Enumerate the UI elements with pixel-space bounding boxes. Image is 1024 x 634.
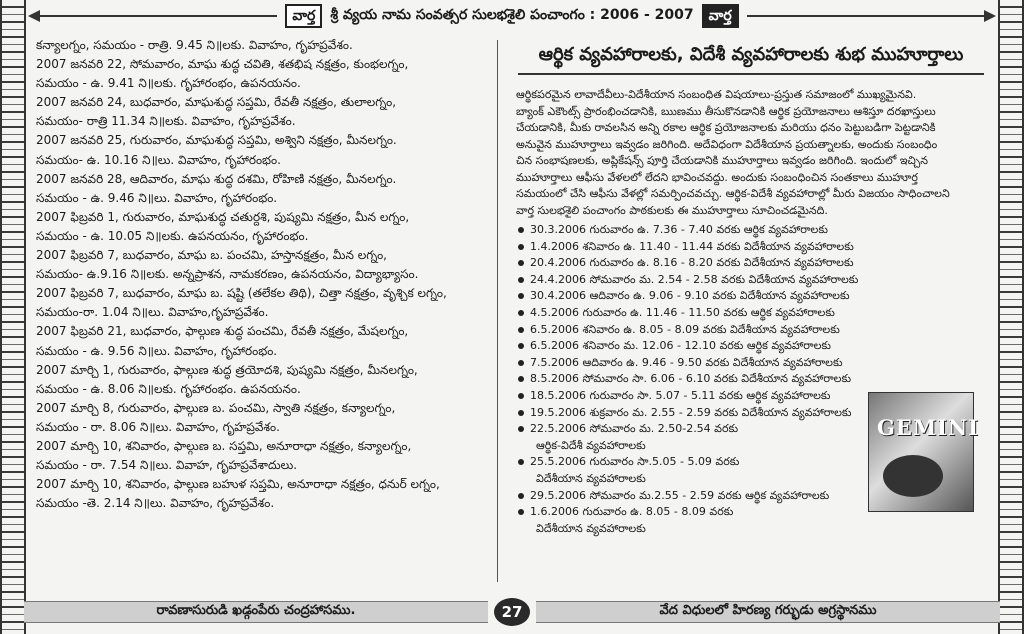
footer-right-caption: వేద విధులలో హిరణ్య గర్భుడు అగ్రస్థానము xyxy=(536,601,1000,623)
header-title: శ్రీ వ్యయ నామ సంవత్సర సులభశైలి పంచాంగం : 2006 - 2007 xyxy=(330,6,694,23)
muhurta-line: 2007 మార్చి 10, శనివారం, ఫాల్గుణ బ. సప్తమి, అనూరాధా నక్షత్రం, కన్యాలగ్నం, xyxy=(36,438,412,453)
muhurta-entry xyxy=(518,371,990,388)
page-header xyxy=(30,2,994,30)
intro-line: బ్యాంక్ ఎకౌంట్స్ ప్రారంభించడానికి, ఋణము తీసుకొనడానికి ఆర్థిక ప్రయోజనాలు ఆశిస్తూ దరఖాస్తులు xyxy=(516,104,936,118)
product-brand: GEMINI xyxy=(877,415,980,440)
muhurta-line: సమయం-రా. 1.04 ని॥లు. వివాహం,గృహప్రవేశం. xyxy=(36,305,269,320)
article-headline: ఆర్థిక వ్యవహారాలకు, విదేశీ వ్యవహారాలకు శుభ ముహూర్తాలు xyxy=(518,44,984,75)
intro-line: సమయంలో చేసి ఆఫీసు వేళల్లో సమర్పించవచ్చు. ఆర్థిక-విదేశీ వ్యవహారాల్లో మీరు విజయం సాధించాలని xyxy=(516,187,950,200)
muhurta-entry-text: 6.5.2006 శనివారం మ. 12.06 - 12.10 వరకు ఆర్థిక వ్యవహారాలకు xyxy=(530,339,831,353)
gemini-tea-product-image xyxy=(868,392,980,512)
muhurta-entry xyxy=(518,521,990,538)
muhurta-line: సమయం- ఉ. 10.16 ని॥లు. వివాహం, గృహారంభం. xyxy=(36,152,281,167)
muhurta-line: కన్యాలగ్నం, సమయం - రాత్రి. 9.45 ని॥లకు. వివాహం, గృహప్రవేశం. xyxy=(36,38,353,52)
bullet-icon xyxy=(518,493,524,499)
muhurta-line: సమయం- ఉ.9.16 ని॥లకు. అన్నప్రాశన, నామకరణం, ఉపనయనం, విద్యాభ్యాసం. xyxy=(36,267,419,282)
page-footer xyxy=(24,596,1000,628)
muhurta-entry xyxy=(518,255,990,272)
muhurta-entry-text: 1.6.2006 గురువారం ఉ. 8.05 - 8.09 వరకు xyxy=(530,505,734,519)
muhurta-line: 2007 ఫిబ్రవరి 7, బుధవారం, మాఘ బ. షష్టి (తలేకల తిథి), చిత్తా నక్షత్రం, వృశ్చిక లగ్నం, xyxy=(36,286,447,301)
bullet-icon xyxy=(518,459,524,465)
muhurta-line: 2007 ఫిబ్రవరి 7, బుధవారం, మాఘ బ. పంచమి, హస్తానక్షత్రం, మీన లగ్నం, xyxy=(36,248,387,263)
intro-line: చిన సంభాషణలకు, అప్లికేషన్స్ పూర్తి చేయడానికి ముహూర్తాలు ఇవ్వడం జరిగింది. ఇందులో ఇచ్చిన xyxy=(516,154,928,167)
bullet-icon xyxy=(518,426,524,432)
muhurta-entry-text: 30.4.2006 ఆదివారం ఉ. 9.06 - 9.10 వరకు విదేశీయాన వ్యవహారాలకు xyxy=(530,289,850,303)
left-border-ornament xyxy=(0,0,26,634)
muhurta-entry-text: 25.5.2006 గురువారం సా.5.05 - 5.09 వరకు xyxy=(530,455,740,469)
intro-line: అనువైన ముహూర్తాలు ఇవ్వడం జరిగింది. అదేవిధంగా విదేశీయాన ప్రయత్నాలకు, అందుకు సంబంధిం xyxy=(516,137,938,151)
bullet-icon xyxy=(518,376,524,382)
article-intro xyxy=(512,87,990,219)
muhurta-line: సమయం - రా. 8.06 ని॥లు. వివాహం, గృహప్రవేశం. xyxy=(36,419,280,434)
bullet-icon xyxy=(518,293,524,299)
bullet-icon xyxy=(518,244,524,250)
muhurta-line: సమయం - రా. 7.54 ని॥లు. వివాహ, గృహప్రవేశాదులు. xyxy=(36,458,298,473)
muhurta-line: సమయం- రాత్రి 11.34 ని॥లకు. వివాహం, గృహప్రవేశం. xyxy=(36,114,296,129)
muhurta-line: 2007 జనవరి 28, ఆదివారం, మాఘ శుద్ధ దశమి, రోహిణి నక్షత్రం, మీనలగ్నం. xyxy=(36,171,397,186)
muhurta-entry xyxy=(518,239,990,256)
muhurta-entry-text: 19.5.2006 శుక్రవారం మ. 2.55 - 2.59 వరకు విదేశీయాన వ్యవహారాలకు xyxy=(530,405,852,419)
muhurta-entry-text: 22.5.2006 సోమవారం మ. 2.50-2.54 వరకు xyxy=(530,422,739,436)
product-emblem xyxy=(883,455,943,497)
muhurta-entry-text: 18.5.2006 గురువారం సా. 5.07 - 5.11 వరకు ఆర్థిక వ్యవహారాలకు xyxy=(530,388,831,402)
muhurta-entry-text: 4.5.2006 గురువారం ఉ. 11.46 - 11.50 వరకు ఆర్థిక వ్యవహారాలకు xyxy=(530,305,835,319)
left-column-muhurtas xyxy=(36,36,486,586)
bullet-icon xyxy=(518,360,524,366)
intro-line: ఆర్థికపరమైన లావాదేవీలు-విదేశీయాన సంబంధిత విషయాలు-ప్రస్తుత సమాజంలో ముఖ్యమైనవి. xyxy=(516,88,917,101)
muhurta-line: 2007 ఫిబ్రవరి 21, బుధవారం, ఫాల్గుణ శుద్ధ పంచమి, రేవతీ నక్షత్రం, మేషలగ్నం, xyxy=(36,324,409,339)
muhurta-entry xyxy=(518,288,990,305)
muhurta-line: సమయం - ఉ. 8.06 ని॥లకు. గృహారంభం. ఉపనయనం. xyxy=(36,381,301,396)
header-arrow-right xyxy=(747,15,994,17)
intro-line: ముహూర్తాలు ఆఫీసు వేళలలో లేదని భావించవద్దు. అందుకు సంబంధించిన సంతకాలు ముహూర్త xyxy=(516,170,918,184)
muhurta-entry-text: 6.5.2006 శనివారం ఉ. 8.05 - 8.09 వరకు విదేశీయాన వ్యవహారాలకు xyxy=(530,322,840,336)
muhurta-entry-text: విదేశీయాన వ్యవహారాలకు xyxy=(536,521,646,535)
vaartha-logo-right: వార్త xyxy=(702,4,739,28)
header-arrow-left xyxy=(30,15,277,17)
muhurta-line: 2007 మార్చి 8, గురువారం, ఫాల్గుణ బ. పంచమి, స్వాతి నక్షత్రం, కన్యాలగ్నం, xyxy=(36,400,396,415)
muhurta-line: 2007 జనవరి 24, బుధవారం, మాఘశుద్ధ సప్తమి, రేవతీ నక్షత్రం, తులాలగ్నం, xyxy=(36,95,397,110)
muhurta-line: 2007 మార్చి 10, శనివారం, ఫాల్గుణ బహుళ సప్తమి, అనూరాధా నక్షత్రం, ధనుర్ లగ్నం, xyxy=(36,477,440,492)
muhurta-entry xyxy=(518,272,990,289)
intro-line: వార్త సులభశైలి పంచాంగం పాఠకులకు ఈ ముహూర్తాలు సూచించడమైనది. xyxy=(516,203,828,217)
muhurta-entry xyxy=(518,338,990,355)
bullet-icon xyxy=(518,227,524,233)
muhurta-line: 2007 ఫిబ్రవరి 1, గురువారం, మాఘశుద్ధ చతుర్దశి, పుష్యమి నక్షత్రం, మీన లగ్నం, xyxy=(36,209,410,224)
muhurta-entry xyxy=(518,322,990,339)
page-number: 27 xyxy=(494,598,530,626)
muhurta-line: సమయం - ఉ. 9.56 ని॥లు. వివాహం, గృహారంభం. xyxy=(36,343,278,358)
muhurta-line: సమయం - ఉ. 9.46 ని॥లు. వివాహం, గృహారంభం. xyxy=(36,190,278,205)
muhurta-entry xyxy=(518,305,990,322)
column-divider xyxy=(497,40,498,582)
muhurta-entry-text: 29.5.2006 సోమవారం మ.2.55 - 2.59 వరకు ఆర్థిక వ్యవహారాలకు xyxy=(530,488,830,502)
bullet-icon xyxy=(518,393,524,399)
bullet-icon xyxy=(518,343,524,349)
bullet-icon xyxy=(518,410,524,416)
muhurta-entry-text: 20.4.2006 గురువారం ఉ. 8.16 - 8.20 వరకు విదేశీయాన వ్యవహారాలకు xyxy=(530,256,854,270)
muhurta-line: 2007 జనవరి 22, సోమవారం, మాఘ శుద్ధ చవితి, శతభిష నక్షత్రం, కుంభలగ్నం, xyxy=(36,57,409,72)
muhurta-entry-text: 24.4.2006 సోమవారం మ. 2.54 - 2.58 వరకు విదేశీయాన వ్యవహారాలకు xyxy=(530,272,859,286)
muhurta-entry-text: 1.4.2006 శనివారం ఉ. 11.40 - 11.44 వరకు విదేశీయాన వ్యవహారాలకు xyxy=(530,239,854,253)
bullet-icon xyxy=(518,277,524,283)
muhurta-entry-text: 30.3.2006 గురువారం ఉ. 7.36 - 7.40 వరకు ఆర్థిక వ్యవహారాలకు xyxy=(530,223,828,236)
bullet-icon xyxy=(518,310,524,316)
bullet-icon xyxy=(518,327,524,333)
muhurta-entry-text: ఆర్థిక-విదేశీ వ్యవహారాలకు xyxy=(536,438,646,452)
vaartha-logo-left: వార్త xyxy=(285,4,322,28)
right-border-ornament xyxy=(998,0,1024,634)
muhurta-line: సమయం -తె. 2.14 ని॥లు. వివాహం, గృహప్రవేశం. xyxy=(36,496,275,511)
muhurta-line: 2007 జనవరి 25, గురువారం, మాఘశుద్ధ సప్తమి, అశ్విని నక్షత్రం, మీనలగ్నం. xyxy=(36,133,397,148)
muhurta-line: సమయం - ఉ. 9.41 ని॥లకు. గృహారంభం, ఉపనయనం. xyxy=(36,76,301,91)
intro-line: చేయడానికి, మీకు రావలసిన అన్ని రకాల ఆర్థిక ప్రయోజనాలకు మరియు ధనం పెట్టుబడిగా పెట్టడానికి xyxy=(516,121,936,134)
bullet-icon xyxy=(518,509,524,515)
right-column-article xyxy=(512,36,990,586)
footer-left-caption: రావణాసురుడి ఖడ్గంపేరు చంద్రహాసము. xyxy=(24,601,488,623)
muhurta-entry-text: విదేశీయాన వ్యవహారాలకు xyxy=(536,471,646,485)
muhurta-entry-text: 8.5.2006 సోమవారం సా. 6.06 - 6.10 వరకు విదేశీయాన వ్యవహారాలకు xyxy=(530,372,852,386)
bullet-icon xyxy=(518,260,524,266)
muhurta-line: సమయం - ఉ. 10.05 ని॥లకు. ఉపనయనం, గృహారంభం. xyxy=(36,228,309,243)
muhurta-entry-text: 7.5.2006 ఆదివారం ఉ. 9.46 - 9.50 వరకు విదేశీయాన వ్యవహారాలకు xyxy=(530,355,843,369)
muhurta-entry xyxy=(518,222,990,239)
muhurta-entry xyxy=(518,355,990,372)
muhurta-line: 2007 మార్చి 1, గురువారం, ఫాల్గుణ శుద్ధ త్రయోదశి, పుష్యమి నక్షత్రం, మీనలగ్నం, xyxy=(36,362,418,377)
